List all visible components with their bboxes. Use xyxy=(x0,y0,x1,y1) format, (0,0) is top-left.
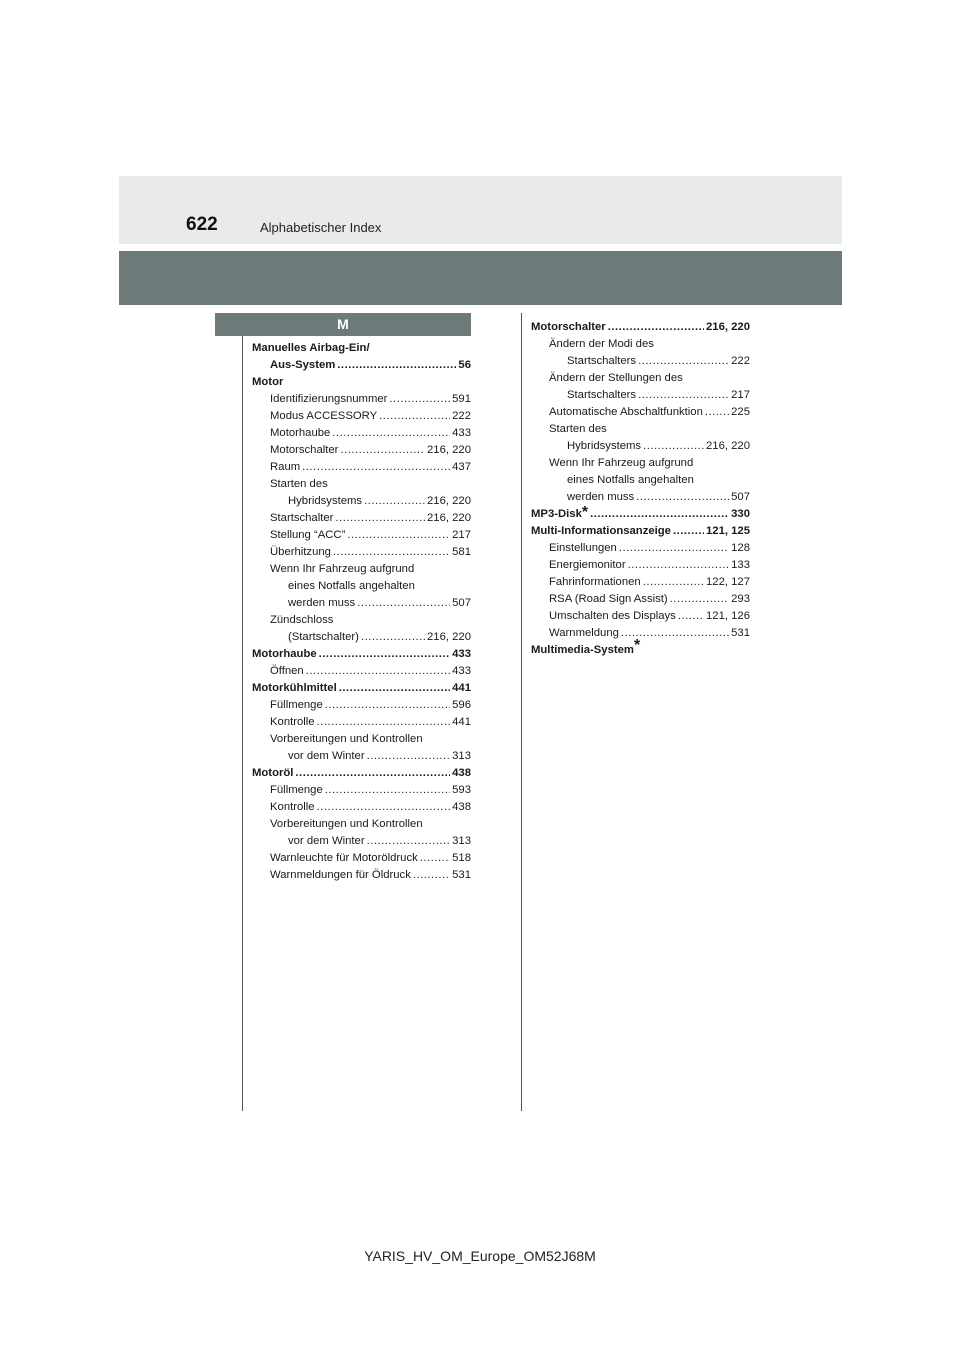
index-heading xyxy=(252,374,471,391)
index-term: (Startschalter) xyxy=(288,631,359,643)
index-entry xyxy=(252,357,471,374)
page-reference: 507 xyxy=(731,491,750,503)
index-letter-tab: M xyxy=(215,313,471,336)
index-term: Füllmenge xyxy=(270,699,323,711)
index-term: Identifizierungsnummer xyxy=(270,393,388,405)
page-reference: 121, 126 xyxy=(706,610,750,622)
index-heading xyxy=(252,578,471,595)
page-reference: 225 xyxy=(731,406,750,418)
page-reference: 531 xyxy=(452,869,471,881)
index-entry xyxy=(531,387,750,404)
index-column-2 xyxy=(531,319,750,659)
dot-leader xyxy=(337,357,456,374)
column-divider-middle xyxy=(521,313,522,1111)
index-term: vor dem Winter xyxy=(288,835,365,847)
index-heading xyxy=(531,336,750,353)
index-entry xyxy=(531,540,750,557)
index-term: Kontrolle xyxy=(270,716,315,728)
dot-leader xyxy=(317,714,451,731)
page-reference: 441 xyxy=(452,682,471,694)
page-reference: 293 xyxy=(731,593,750,605)
dot-leader xyxy=(319,646,451,663)
index-entry xyxy=(531,574,750,591)
index-term: Starten des xyxy=(549,423,607,435)
page-reference: 216, 220 xyxy=(427,495,471,507)
index-term: Wenn Ihr Fahrzeug aufgrund xyxy=(549,457,694,469)
index-entry xyxy=(252,799,471,816)
index-entry xyxy=(531,625,750,642)
page-reference: 438 xyxy=(452,801,471,813)
index-term: Motorschalter xyxy=(531,321,606,333)
index-term: Startschalter xyxy=(270,512,334,524)
page-reference: 313 xyxy=(452,750,471,762)
page-reference: 433 xyxy=(452,665,471,677)
index-entry: MP3-Disk * ..... 330 xyxy=(531,506,750,523)
index-term: Motoröl xyxy=(252,767,294,779)
index-term: Multi-Informationsanzeige xyxy=(531,525,671,537)
footnote-star-icon: * xyxy=(633,637,641,654)
dot-leader xyxy=(413,867,450,884)
index-entry xyxy=(252,850,471,867)
index-term: Stellung “ACC” xyxy=(270,529,346,541)
index-entry xyxy=(252,442,471,459)
index-entry xyxy=(531,608,750,625)
dot-leader xyxy=(302,459,450,476)
index-entry xyxy=(252,867,471,884)
page-reference: 330 xyxy=(731,508,750,520)
index-entry xyxy=(252,459,471,476)
index-entry xyxy=(252,527,471,544)
index-entry xyxy=(252,391,471,408)
page-reference: 596 xyxy=(452,699,471,711)
dot-leader xyxy=(420,850,450,867)
index-term: Starten des xyxy=(270,478,328,490)
index-term: Energiemonitor xyxy=(549,559,626,571)
index-term: Modus ACCESSORY xyxy=(270,410,378,422)
index-heading xyxy=(531,370,750,387)
page-reference: 433 xyxy=(452,427,471,439)
index-entry xyxy=(252,595,471,612)
index-entry xyxy=(252,748,471,765)
index-term: Umschalten des Displays xyxy=(549,610,676,622)
index-heading xyxy=(531,472,750,489)
page-reference: 121, 125 xyxy=(706,525,750,537)
index-entry xyxy=(252,629,471,646)
page-reference: 216, 220 xyxy=(427,631,471,643)
index-term: Aus-System xyxy=(270,359,336,371)
index-entry xyxy=(252,493,471,510)
index-term: Warnmeldungen für Öldruck xyxy=(270,869,411,881)
index-term: Fahrinformationen xyxy=(549,576,641,588)
index-term: Startschalters xyxy=(567,355,637,367)
index-heading xyxy=(252,731,471,748)
index-term: Wenn Ihr Fahrzeug aufgrund xyxy=(270,563,415,575)
index-term: Zündschloss xyxy=(270,614,334,626)
index-entry xyxy=(252,408,471,425)
index-term: vor dem Winter xyxy=(288,750,365,762)
index-entry xyxy=(531,319,750,336)
column-divider-left xyxy=(242,336,243,1111)
dot-leader xyxy=(670,591,729,608)
index-term: Ändern der Stellungen des xyxy=(549,372,683,384)
dot-leader xyxy=(367,833,451,850)
index-entry xyxy=(252,697,471,714)
index-entry xyxy=(252,765,471,782)
header-band xyxy=(119,176,842,244)
dot-leader xyxy=(347,527,450,544)
page-reference: 217 xyxy=(731,389,750,401)
index-term: Vorbereitungen und Kontrollen xyxy=(270,733,423,745)
dot-leader xyxy=(638,353,729,370)
page-reference: 593 xyxy=(452,784,471,796)
index-term: Motorschalter xyxy=(270,444,339,456)
page-reference: 438 xyxy=(452,767,471,779)
dot-leader xyxy=(367,748,451,765)
page-reference: 591 xyxy=(452,393,471,405)
index-term: Hybridsystems xyxy=(567,440,642,452)
page-reference: 581 xyxy=(452,546,471,558)
page-reference: 507 xyxy=(452,597,471,609)
dot-leader xyxy=(340,442,425,459)
page-reference: 216, 220 xyxy=(427,444,471,456)
index-heading xyxy=(252,340,471,357)
dot-leader xyxy=(357,595,450,612)
dot-leader xyxy=(306,663,450,680)
index-heading xyxy=(252,561,471,578)
page-reference: 133 xyxy=(731,559,750,571)
dot-leader xyxy=(335,510,425,527)
page-reference: 222 xyxy=(452,410,471,422)
index-term: Startschalters xyxy=(567,389,637,401)
index-term: Hybridsystems xyxy=(288,495,363,507)
page-number: 622 xyxy=(186,214,218,235)
page-reference: 216, 220 xyxy=(706,440,750,452)
index-entry xyxy=(531,557,750,574)
dot-leader xyxy=(673,523,704,540)
page-reference: 313 xyxy=(452,835,471,847)
index-entry xyxy=(252,663,471,680)
index-entry xyxy=(252,510,471,527)
dot-leader xyxy=(317,799,451,816)
index-heading xyxy=(531,637,750,659)
page-reference: 437 xyxy=(452,461,471,473)
index-term: RSA (Road Sign Assist) xyxy=(549,593,668,605)
dot-leader xyxy=(379,408,450,425)
index-entry xyxy=(252,646,471,663)
index-entry xyxy=(252,544,471,561)
index-term: Vorbereitungen und Kontrollen xyxy=(270,818,423,830)
index-term: Motorkühlmittel xyxy=(252,682,337,694)
index-entry xyxy=(531,489,750,506)
index-entry xyxy=(531,404,750,421)
index-column-1 xyxy=(252,340,471,884)
header-dark-band xyxy=(119,251,842,305)
index-term: Multimedia-System xyxy=(531,644,634,656)
index-term: Manuelles Airbag-Ein/ xyxy=(252,342,370,354)
footer-document-code: YARIS_HV_OM_Europe_OM52J68M xyxy=(364,1248,596,1264)
index-entry xyxy=(252,425,471,442)
index-entry xyxy=(252,782,471,799)
dot-leader xyxy=(339,680,450,697)
dot-leader xyxy=(608,319,704,336)
index-heading xyxy=(252,816,471,833)
dot-leader xyxy=(636,489,729,506)
dot-leader xyxy=(333,544,450,561)
dot-leader xyxy=(643,438,704,455)
index-term: MP3-Disk xyxy=(531,508,582,520)
dot-leader xyxy=(643,574,704,591)
index-entry xyxy=(531,353,750,370)
index-term: werden muss xyxy=(288,597,356,609)
page-reference: 433 xyxy=(452,648,471,660)
index-heading xyxy=(252,612,471,629)
index-term: eines Notfalls angehalten xyxy=(288,580,415,592)
index-term: Motor xyxy=(252,376,284,388)
page-reference: 441 xyxy=(452,716,471,728)
index-entry xyxy=(252,833,471,850)
index-term: eines Notfalls angehalten xyxy=(567,474,694,486)
dot-leader xyxy=(638,387,729,404)
index-heading xyxy=(252,476,471,493)
page-reference: 217 xyxy=(452,529,471,541)
dot-leader xyxy=(705,404,729,421)
dot-leader xyxy=(364,493,425,510)
page-reference: 122, 127 xyxy=(706,576,750,588)
dot-leader xyxy=(590,506,729,523)
page-reference: 531 xyxy=(731,627,750,639)
index-entry xyxy=(531,523,750,540)
dot-leader xyxy=(332,425,450,442)
index-heading xyxy=(531,455,750,472)
dot-leader xyxy=(295,765,450,782)
index-term: Ändern der Modi des xyxy=(549,338,654,350)
index-entry xyxy=(252,680,471,697)
dot-leader xyxy=(678,608,704,625)
page-reference: 216, 220 xyxy=(706,321,750,333)
index-term: Motorhaube xyxy=(252,648,317,660)
dot-leader xyxy=(628,557,730,574)
index-term: Warnleuchte für Motoröldruck xyxy=(270,852,418,864)
index-term: Motorhaube xyxy=(270,427,331,439)
index-term: Überhitzung xyxy=(270,546,331,558)
index-term: Füllmenge xyxy=(270,784,323,796)
index-term: werden muss xyxy=(567,491,635,503)
section-title: Alphabetischer Index xyxy=(260,220,382,235)
index-entry xyxy=(531,591,750,608)
index-term: Kontrolle xyxy=(270,801,315,813)
page-reference: 222 xyxy=(731,355,750,367)
index-term: Öffnen xyxy=(270,665,304,677)
page-reference: 128 xyxy=(731,542,750,554)
index-term: Automatische Abschaltfunktion xyxy=(549,406,703,418)
index-entry xyxy=(252,714,471,731)
dot-leader xyxy=(361,629,425,646)
page-reference: 56 xyxy=(458,359,471,371)
dot-leader xyxy=(325,697,450,714)
index-term: Raum xyxy=(270,461,301,473)
index-entry xyxy=(531,438,750,455)
dot-leader xyxy=(325,782,450,799)
dot-leader xyxy=(389,391,450,408)
index-heading xyxy=(531,421,750,438)
index-term: Warnmeldung xyxy=(549,627,619,639)
dot-leader xyxy=(619,540,729,557)
index-term: Einstellungen xyxy=(549,542,617,554)
page-reference: 216, 220 xyxy=(427,512,471,524)
page-reference: 518 xyxy=(452,852,471,864)
